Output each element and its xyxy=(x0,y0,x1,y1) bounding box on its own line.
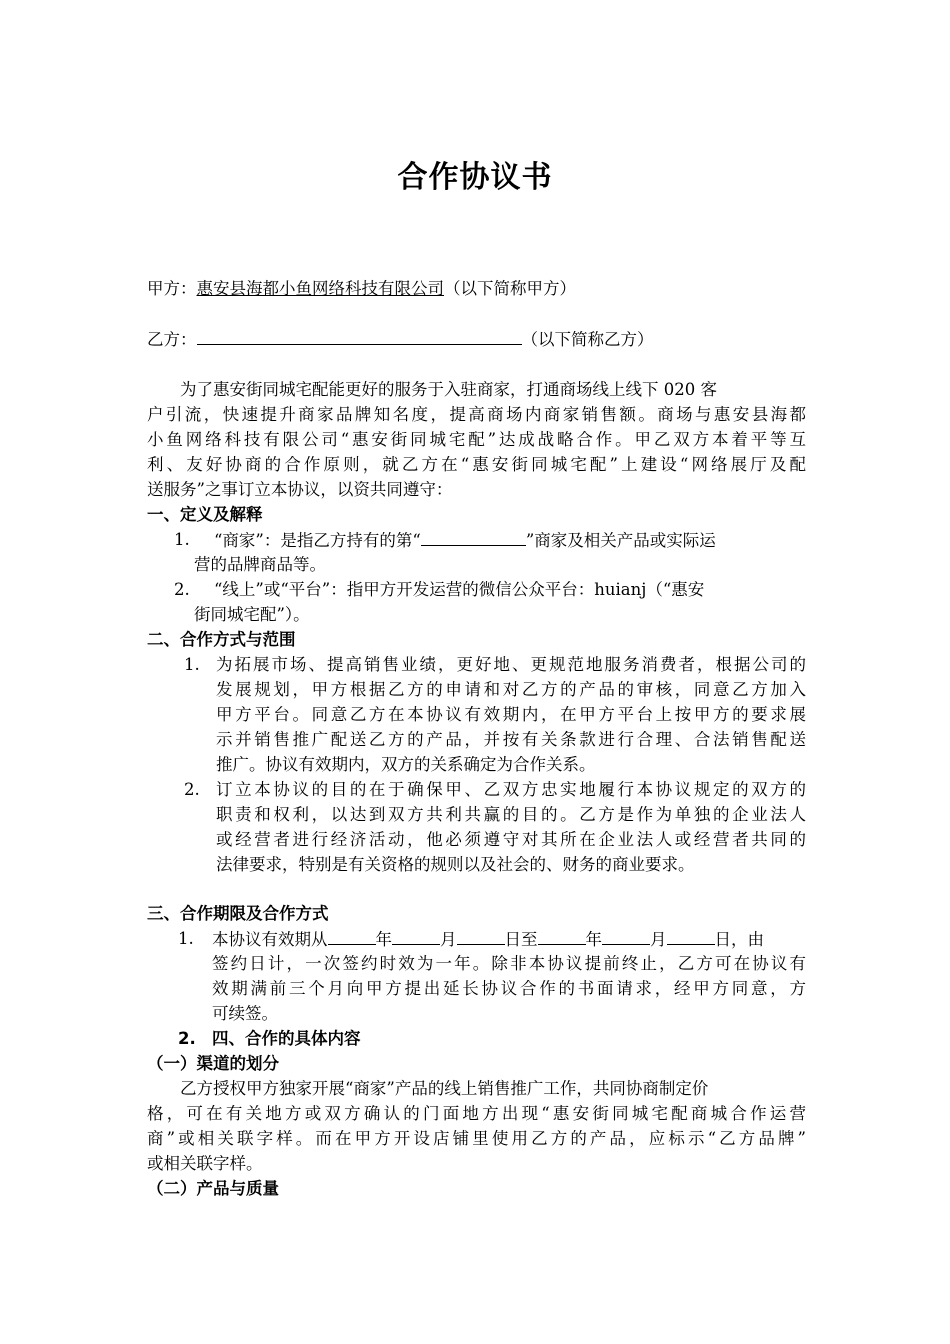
s2-item-2-line-1: 订立本协议的目的在于确保甲、乙双方忠实地履行本协议规定的双方的 xyxy=(216,780,806,799)
day-label-2: 日，由 xyxy=(714,930,764,949)
s2-item-1-line-1: 为拓展市场、提高销售业绩，更好地、更规范地服务消费者，根据公司的 xyxy=(216,655,806,674)
s1-item-1-text-b: ”商家及相关产品或实际运 xyxy=(525,531,716,550)
party-b-name-blank[interactable] xyxy=(197,327,522,345)
end-year-blank[interactable] xyxy=(538,927,586,945)
s1-item-1-line-2: 营的品牌商品等。 xyxy=(194,555,326,574)
intro-line-2: 户引流，快速提升商家品牌知名度，提高商场内商家销售额。商场与惠安县海都 xyxy=(147,405,806,424)
party-a-name: 惠安县海都小鱼网络科技有限公司 xyxy=(196,279,444,298)
s1-item-1-num: 1. xyxy=(174,530,190,549)
section-3-heading: 三、合作期限及合作方式 xyxy=(147,904,329,923)
intro-line-4: 利、友好协商的合作原则，就乙方在“惠安街同城宅配”上建设“网络展厅及配 xyxy=(147,455,806,474)
s3-item-1-line-4: 可续签。 xyxy=(212,1004,278,1023)
s2-item-1-line-3: 甲方平台。同意乙方在本协议有效期内，在甲方平台上按甲方的要求展 xyxy=(216,705,806,724)
s1-item-2-line-1: “线上”或“平台”：指甲方开发运营的微信公众平台：huianj（“惠安 xyxy=(214,580,705,599)
month-label-2: 月 xyxy=(650,930,667,949)
s2-item-2-num: 2. xyxy=(184,780,200,799)
start-year-blank[interactable] xyxy=(328,927,376,945)
sub1-line-4: 或相关联字样。 xyxy=(147,1154,263,1173)
party-b-line xyxy=(147,327,654,351)
sub1-line-3: 商”或相关联字样。而在甲方开设店铺里使用乙方的产品，应标示“乙方品牌” xyxy=(147,1129,806,1148)
s2-item-2-line-2: 职责和权利，以达到双方共利共赢的目的。乙方是作为单独的企业法人 xyxy=(216,805,806,824)
party-a-suffix: （以下简称甲方） xyxy=(444,279,576,298)
start-month-blank[interactable] xyxy=(392,927,440,945)
year-label-2: 年 xyxy=(585,930,602,949)
end-month-blank[interactable] xyxy=(602,927,650,945)
term-prefix: 本协议有效期从 xyxy=(212,930,328,949)
s2-item-1-line-2: 发展规划，甲方根据乙方的申请和对乙方的产品的审核，同意乙方加入 xyxy=(216,680,806,699)
section-4-heading: 四、合作的具体内容 xyxy=(212,1029,361,1048)
s1-item-2-line-2: 街同城宅配”）。 xyxy=(194,605,310,624)
intro-line-1: 为了惠安街同城宅配能更好的服务于入驻商家，打通商场线上线下 020 客 xyxy=(180,380,717,399)
s3-item-1-line-1 xyxy=(212,927,764,951)
s2-item-2-line-4: 法律要求，特别是有关资格的规则以及社会的、财务的商业要求。 xyxy=(216,855,695,874)
document-title: 合作协议书 xyxy=(397,160,553,195)
s1-item-1-line-1 xyxy=(214,528,716,552)
s1-item-2-num: 2. xyxy=(174,580,190,599)
month-label-1: 月 xyxy=(440,930,457,949)
s3-item-1-line-2: 签约日计，一次签约时效为一年。除非本协议提前终止，乙方可在协议有 xyxy=(212,954,806,973)
section-2-heading: 二、合作方式与范围 xyxy=(147,630,296,649)
party-b-label: 乙方： xyxy=(147,330,197,349)
end-day-blank[interactable] xyxy=(667,927,715,945)
s2-item-2-line-3: 或经营者进行经济活动，他必须遵守对其所在企业法人或经营者共同的 xyxy=(216,830,806,849)
start-day-blank[interactable] xyxy=(457,927,505,945)
subsection-1-heading: （一）渠道的划分 xyxy=(147,1054,279,1073)
s2-item-1-line-4: 示并销售推广配送乙方的产品，并按有关条款进行合理、合法销售配送 xyxy=(216,730,806,749)
sub1-line-1: 乙方授权甲方独家开展“商家”产品的线上销售推广工作，共同协商制定价 xyxy=(180,1079,709,1098)
sub1-line-2: 格，可在有关地方或双方确认的门面地方出现“惠安街同城宅配商城合作运营 xyxy=(147,1104,806,1123)
s2-item-1-num: 1. xyxy=(184,655,200,674)
s1-item-1-text-a: “商家”：是指乙方持有的第“ xyxy=(214,531,421,550)
intro-line-3: 小鱼网络科技有限公司“惠安街同城宅配”达成战略合作。甲乙双方本着平等互 xyxy=(147,430,806,449)
party-a-line xyxy=(147,277,576,301)
merchant-name-blank[interactable] xyxy=(421,528,526,546)
party-a-label: 甲方： xyxy=(147,279,197,298)
year-label-1: 年 xyxy=(375,930,392,949)
intro-line-5: 送服务”之事订立本协议，以资共同遵守： xyxy=(147,480,453,499)
party-b-suffix: （以下简称乙方） xyxy=(521,330,654,349)
s2-item-1-line-5: 推广。协议有效期内，双方的关系确定为合作关系。 xyxy=(216,755,596,774)
s3-item-1-line-3: 效期满前三个月向甲方提出延长协议合作的书面请求，经甲方同意，方 xyxy=(212,979,806,998)
section-1-heading: 一、定义及解释 xyxy=(147,505,263,524)
day-label-1: 日至 xyxy=(504,930,538,949)
s3-item-2-num: 2. xyxy=(178,1029,196,1048)
s3-item-1-num: 1. xyxy=(178,929,194,948)
subsection-2-heading: （二）产品与质量 xyxy=(147,1179,279,1198)
